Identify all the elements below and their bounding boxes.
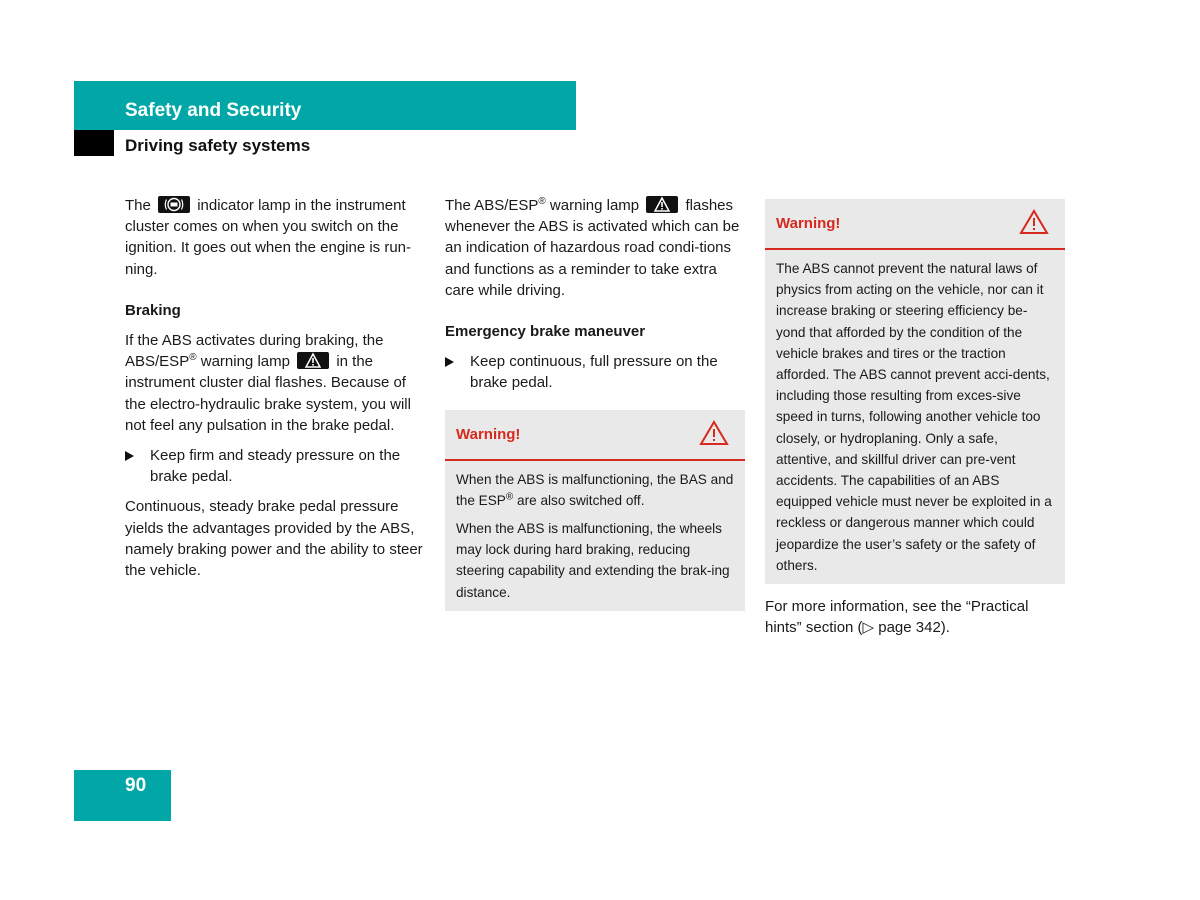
warning-header <box>765 199 1065 250</box>
paragraph-continuous-pressure: Continuous, steady brake pedal pressure yields the advantages provided by the ABS, namely braking power and the ability to steer the vehicle. <box>125 498 423 580</box>
paragraph-indicator-lamp: The indicator lamp in the instrument cluster comes on when you switch on the ignition. It goes out when the engine is run-ning. <box>125 197 412 278</box>
warning-paragraph: The ABS cannot prevent the natural laws of physics from acting on the vehicle, nor can it increase braking or steering efficiency be-yond that afforded by the condition of the vehicle brakes and tires or the traction afforded. The ABS cannot prevent acci-dents, including those resulting from exces-sive speed in turns, following another vehicle too closely, or hydroplaning. Only a safe, attentive, and skillful driver can pre-vent accidents. The capabilities of an ABS equipped vehicle must never be exploited in a reckless or dangerous manner which could jeopardize the user’s safety or the safety of others. <box>776 261 1052 573</box>
more-info-link[interactable]: For more information, see the “Practical hints” section (▷ page 342). <box>765 598 1029 637</box>
paragraph-abs-activates: If the ABS activates during braking, the ABS/ESP® warning lamp in the instrument cluster dial flashes. Because of the electro-hydraulic brake system, you will not feel any pulsation in the brake pedal. <box>125 332 411 434</box>
abs-indicator-icon <box>158 196 190 213</box>
warning-paragraph: When the ABS is malfunctioning, the BAS and the ESP® are also switched off. <box>456 471 734 508</box>
section-title: Safety and Security <box>125 100 302 121</box>
column-2 <box>445 195 745 611</box>
warning-triangle-icon <box>646 196 678 213</box>
page-number: 90 <box>125 775 147 796</box>
page-number-box <box>74 770 171 821</box>
warning-box <box>765 199 1065 584</box>
paragraph-warning-lamp-flashes: The ABS/ESP® warning lamp flashes whenever the ABS is activated which can be an indication of hazardous road condi-tions and functions as a reminder to take extra care while driving. <box>445 196 740 299</box>
warning-title: Warning! <box>456 425 521 443</box>
warning-triangle-icon <box>297 352 329 369</box>
warning-triangle-icon <box>699 420 729 446</box>
heading-braking: Braking <box>125 301 181 319</box>
warning-body <box>445 461 745 611</box>
warning-triangle-icon <box>1019 209 1049 235</box>
warning-paragraph: When the ABS is malfunctioning, the wheels may lock during hard braking, reducing steering capability and extending the brak-ing distance. <box>456 521 730 600</box>
section-tab-marker <box>74 130 114 156</box>
bullet-arrow-icon <box>445 357 454 367</box>
subsection-title: Driving safety systems <box>125 136 311 155</box>
column-1 <box>125 195 430 590</box>
list-item: Keep continuous, full pressure on the brake pedal. <box>445 351 745 393</box>
warning-header <box>445 410 745 461</box>
column-3 <box>765 199 1065 647</box>
warning-title: Warning! <box>776 215 841 232</box>
heading-emergency-brake: Emergency brake maneuver <box>445 323 646 341</box>
warning-body <box>765 250 1065 584</box>
list-item: Keep firm and steady pressure on the brake pedal. <box>125 445 430 487</box>
bullet-arrow-icon <box>125 451 134 461</box>
warning-box <box>445 410 745 611</box>
